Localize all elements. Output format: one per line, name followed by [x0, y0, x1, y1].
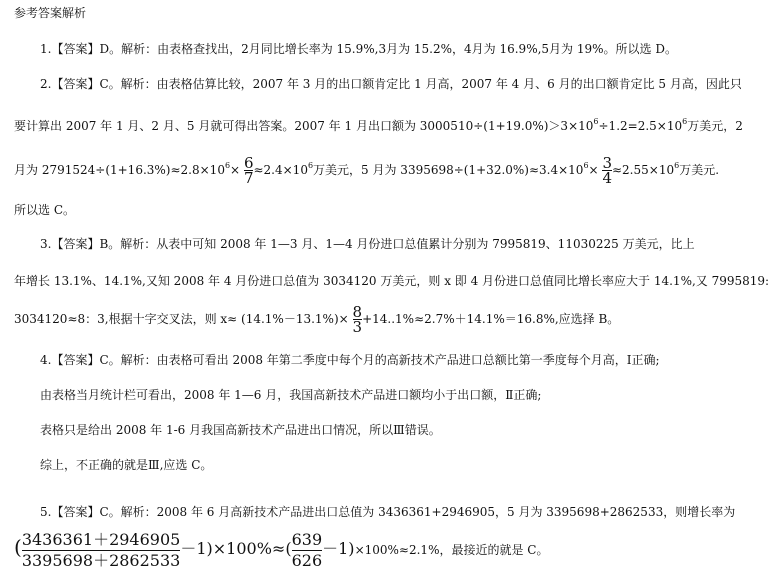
answer-5-line-1: 5.【答案】C。解析：2008 年 6 月高新技术产品进出口总值为 3436361+2946905，5 月为 3395698+2862533，则增长率为 — [40, 505, 736, 519]
text: 3034120≈8：3,根据十字交叉法，则 x≈ (14.1%－13.1%)× — [14, 312, 349, 326]
denominator: 626 — [291, 551, 323, 570]
exponent: 6 — [593, 117, 599, 126]
numerator: 6 — [243, 154, 254, 172]
denominator: 3 — [352, 318, 363, 336]
text: ≈2.55×10 — [611, 163, 675, 177]
answer-3-line-3 — [14, 297, 619, 341]
numerator: 3436361＋2946905 — [21, 530, 181, 549]
numerator: 8 — [352, 303, 363, 321]
exponent: 6 — [307, 161, 314, 170]
answer-2-line-4: 所以选 C。 — [14, 203, 75, 217]
answer-4-line-3: 表格只是给出 2008 年 1-6 月我国高新技术产品进出口情况，所以Ⅲ错误。 — [40, 423, 441, 437]
formula-close: －1) — [322, 539, 355, 558]
text: 月为 2791524÷(1+16.3%)≈2.8×10 — [14, 163, 225, 177]
denominator: 4 — [602, 169, 612, 187]
answer-4-line-4: 综上，不正确的就是Ⅲ,应选 C。 — [40, 458, 213, 472]
answer-4-line-1: 4.【答案】C。解析：由表格可看出 2008 年第二季度中每个月的高新技术产品进口总额比第一季度每个月高，Ⅰ正确; — [40, 353, 660, 367]
exponent: 6 — [682, 117, 688, 126]
text: 万美元，5 月为 3395698÷(1+32.0%)≈3.4×10 — [313, 163, 584, 177]
numerator: 639 — [291, 530, 323, 549]
exponent: 6 — [583, 161, 589, 170]
fraction-639-626 — [292, 530, 323, 571]
formula-middle: －1)×100%≈( — [180, 539, 292, 558]
denominator: 3395698＋2862533 — [21, 551, 181, 570]
fraction-8-3 — [353, 305, 363, 334]
text: 万美元，2 — [687, 119, 743, 133]
answer-3-line-2: 年增长 13.1%、14.1%,又知 2008 年 4 月份进口总值为 3034120 万美元，则 x 即 4 月份进口总值同比增长率应大于 14.1%,又 7995819: — [14, 274, 770, 288]
answer-3-line-1: 3.【答案】B。解析：从表中可知 2008 年 1—3 月、1—4 月份进口总值累计分别为 7995819、11030225 万美元，比上 — [40, 237, 695, 251]
text: ÷1.2=2.5×10 — [598, 119, 683, 133]
exponent: 6 — [224, 161, 231, 170]
page-title: 参考答案解析 — [14, 6, 87, 20]
answer-1: 1.【答案】D。解析：由表格查找出，2月同比增长率为 15.9%,3月为 15.2%，4月为 16.9%,5月为 19%。所以选 D。 — [40, 42, 677, 56]
fraction-sum-ratio — [22, 530, 181, 571]
fraction-3-4 — [602, 156, 612, 185]
answer-4-line-2: 由表格当月统计栏可看出，2008 年 1—6 月，我国高新技术产品进口额均小于出口额，Ⅱ正确; — [40, 388, 542, 402]
denominator: 7 — [243, 169, 254, 187]
open-paren: ( — [14, 535, 22, 559]
text: 万美元. — [679, 163, 720, 177]
exponent: 6 — [674, 161, 680, 170]
text: × — [588, 163, 599, 177]
text: +14..1%≈2.7%＋14.1%＝16.8%,应选择 B。 — [362, 312, 620, 326]
answer-2-line-3 — [14, 150, 719, 190]
formula-tail: ×100%≈2.1%，最接近的就是 C。 — [354, 543, 549, 557]
answer-2-line-1: 2.【答案】C。解析：由表格估算比较，2007 年 3 月的出口额肯定比 1 月高，2007 年 4 月、6 月的出口额肯定比 5 月高，因此只 — [40, 77, 742, 91]
text: 要计算出 2007 年 1 月、2 月、5 月就可得出答案。2007 年 1 月出口额为 3000510÷(1+19.0%)＞3×10 — [14, 119, 594, 133]
answer-5-formula — [14, 524, 548, 573]
numerator: 3 — [602, 154, 612, 172]
text: ≈2.4×10 — [253, 163, 308, 177]
text: × — [230, 163, 241, 177]
answer-2-line-2 — [14, 118, 743, 134]
